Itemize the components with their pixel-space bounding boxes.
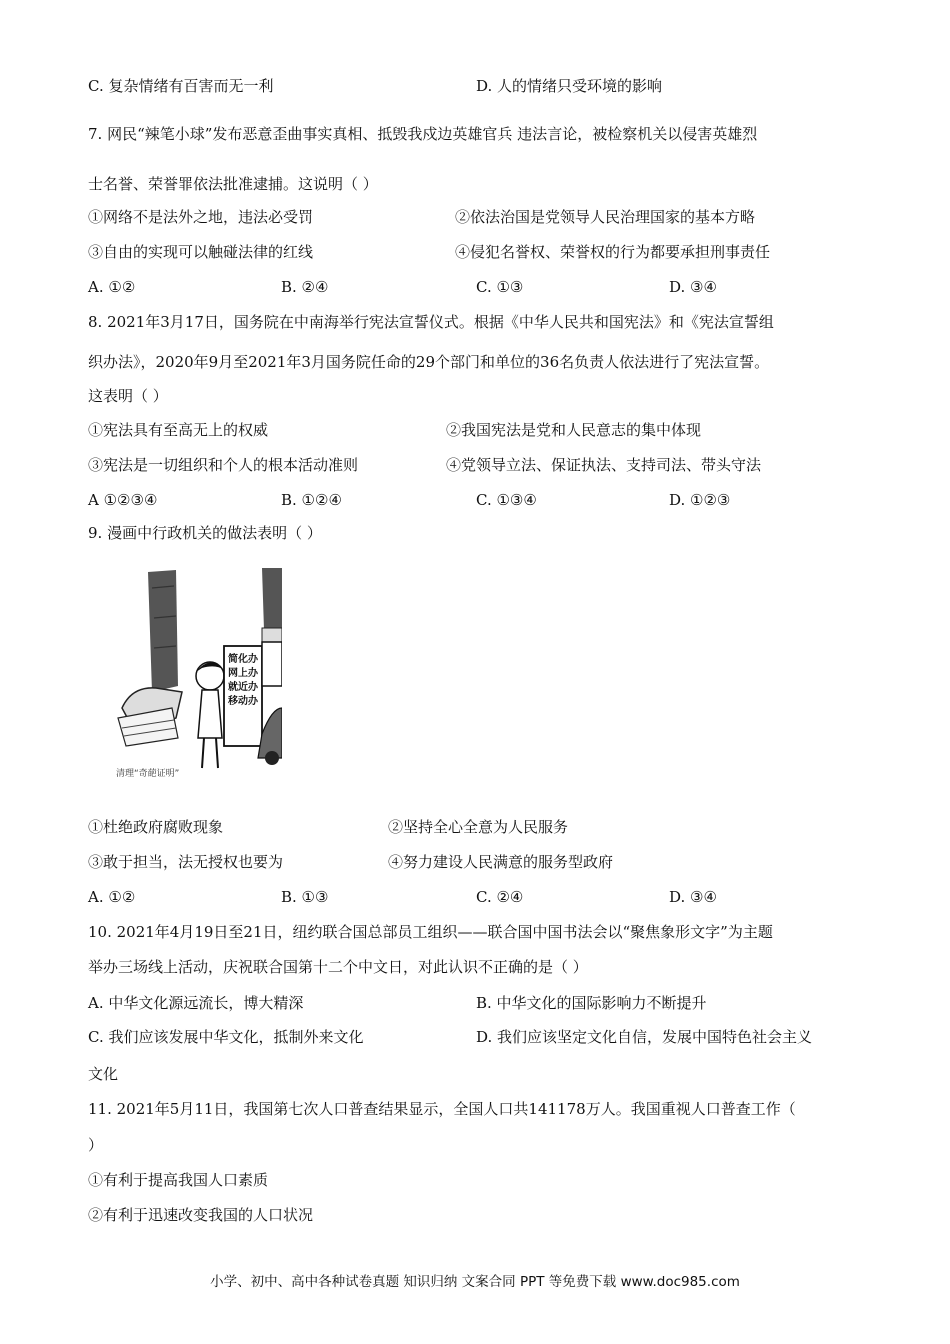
q7-statement-4: ④侵犯名誉权、荣誉权的行为都要承担刑事责任 <box>455 243 771 261</box>
q9-option-d: D. ③④ <box>669 888 717 906</box>
q8-option-c: C. ①③④ <box>476 491 537 509</box>
q10-option-d: D. 我们应该坚定文化自信，发展中国特色社会主义 <box>476 1028 813 1046</box>
q7-statement-2: ②依法治国是党领导人民治理国家的基本方略 <box>455 208 756 226</box>
q9-option-c: C. ②④ <box>476 888 524 906</box>
q11-stem-line1: 11. 2021年5月11日，我国第七次人口普查结果显示，全国人口共141178万人。我国重视人口普查工作（ <box>88 1100 796 1118</box>
svg-text:简化办: 简化办 <box>228 654 258 665</box>
q6-option-c: C. 复杂情绪有百害而无一利 <box>88 77 274 95</box>
q7-option-c: C. ①③ <box>476 278 524 296</box>
q8-stem-line3: 这表明（ ） <box>88 387 168 405</box>
q10-option-d-continued: 文化 <box>88 1065 119 1083</box>
q10-stem-line1: 10. 2021年4月19日至21日，纽约联合国总部员工组织——联合国中国书法会以“聚焦象形文字”为主题 <box>88 923 773 941</box>
page-footer: 小学、初中、高中各种试卷真题 知识归纳 文案合同 PPT 等免费下载 www.doc985.com <box>210 1274 740 1290</box>
q9-option-a: A. ①② <box>88 888 136 906</box>
q8-statement-3: ③宪法是一切组织和个人的根本活动准则 <box>88 456 359 474</box>
q6-option-d: D. 人的情绪只受环境的影响 <box>476 77 663 95</box>
q8-option-d: D. ①②③ <box>669 491 731 509</box>
q9-stem: 9. 漫画中行政机关的做法表明（ ） <box>88 524 322 542</box>
q10-option-c: C. 我们应该发展中华文化，抵制外来文化 <box>88 1028 364 1046</box>
svg-text:就近办: 就近办 <box>228 682 258 693</box>
q7-stem-line1: 7. 网民“辣笔小球”发布恶意歪曲事实真相、抵毁我戍边英雄官兵 违法言论，被检察机关以侵害英雄烈 <box>88 125 758 143</box>
svg-text:移动办: 移动办 <box>228 696 258 707</box>
cartoon-caption: 清理“奇葩证明” <box>116 769 180 779</box>
cartoon-image <box>112 568 282 780</box>
q9-statement-2: ②坚持全心全意为人民服务 <box>388 818 569 836</box>
q11-stem-line2: ） <box>88 1136 104 1154</box>
svg-text:网上办: 网上办 <box>228 668 258 679</box>
q7-option-a: A. ①② <box>88 278 136 296</box>
q8-statement-4: ④党领导立法、保证执法、支持司法、带头守法 <box>446 456 762 474</box>
q8-stem-line2: 织办法》，2020年9月至2021年3月国务院任命的29个部门和单位的36名负责人依法进行了宪法宣誓。 <box>88 353 770 371</box>
q9-option-b: B. ①③ <box>281 888 329 906</box>
q7-option-b: B. ②④ <box>281 278 329 296</box>
q7-stem-line2: 士名誉、荣誉罪依法批准逮捕。这说明（ ） <box>88 175 378 193</box>
q8-option-a: A ①②③④ <box>88 491 158 509</box>
q8-option-b: B. ①②④ <box>281 491 342 509</box>
q9-statement-4: ④努力建设人民满意的服务型政府 <box>388 853 614 871</box>
q11-statement-2: ②有利于迅速改变我国的人口状况 <box>88 1206 314 1224</box>
q8-stem-line1: 8. 2021年3月17日，国务院在中南海举行宪法宣誓仪式。根据《中华人民共和国宪法》和《宪法宣誓组 <box>88 313 774 331</box>
q11-statement-1: ①有利于提高我国人口素质 <box>88 1171 269 1189</box>
q8-statement-2: ②我国宪法是党和人民意志的集中体现 <box>446 421 702 439</box>
q7-statement-1: ①网络不是法外之地，违法必受罚 <box>88 208 314 226</box>
q7-statement-3: ③自由的实现可以触碰法律的红线 <box>88 243 314 261</box>
q10-option-b: B. 中华文化的国际影响力不断提升 <box>476 994 707 1012</box>
q9-statement-3: ③敢于担当，法无授权也要为 <box>88 853 284 871</box>
q7-option-d: D. ③④ <box>669 278 717 296</box>
q9-statement-1: ①杜绝政府腐败现象 <box>88 818 224 836</box>
q8-statement-1: ①宪法具有至高无上的权威 <box>88 421 269 439</box>
q10-option-a: A. 中华文化源远流长，博大精深 <box>88 994 304 1012</box>
q10-stem-line2: 举办三场线上活动，庆祝联合国第十二个中文日，对此认识不正确的是（ ） <box>88 958 588 976</box>
